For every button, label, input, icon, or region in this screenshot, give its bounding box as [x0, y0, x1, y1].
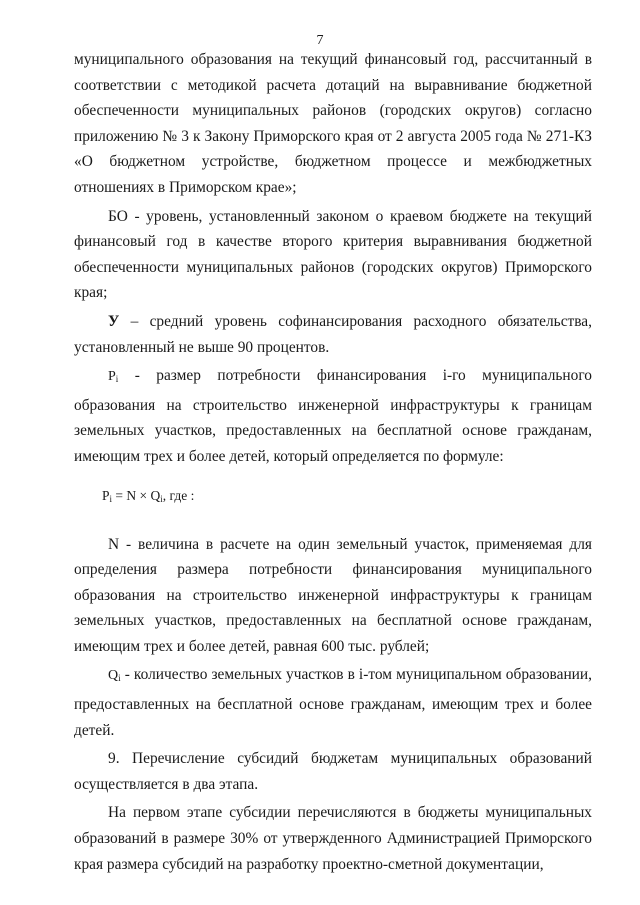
- paragraph-bo-definition: БО - уровень, установленный законом о краевом бюджете на текущий финансовый год в качестве второго критерия выравнивания бюджетной обеспеченности муниципальных районов (городских округов) Приморского края;: [74, 207, 592, 302]
- paragraph-item-9: 9. Перечисление субсидий бюджетам муниципальных образований осуществляется в два этапа.: [74, 750, 592, 793]
- paragraph-first-stage: На первом этапе субсидии перечисляются в бюджеты муниципальных образований в размере 30% от утвержденного Администрацией Приморского края размера субсидий на разработку проектно-сметной документации,: [74, 804, 592, 873]
- page-number: 7: [316, 33, 324, 48]
- paragraph-qi-definition: [74, 662, 592, 743]
- paragraph-n-definition: N - величина в расчете на один земельный участок, применяемая для определения размера потребности финансирования муниципального образования на строительство инженерной инфраструктуры к границам земельных участков, предоставленных на бесплатной основе гражданам, имеющим трех и более детей, равная 600 тыс. рублей;: [74, 535, 592, 655]
- paragraph-pi-definition: [74, 363, 592, 469]
- paragraph-pi-text: - размер потребности финансирования i-го муниципального образования на строительство инженерной инфраструктуры к границам земельных участков, предоставленных на бесплатной основе гражданам, имеющим трех и более детей, который определяется по формуле:: [74, 367, 592, 465]
- paragraph-qi-text: - количество земельных участков в i-том муниципальном образовании, предоставленных на бесплатной основе гражданам, имеющим трех и более детей.: [74, 666, 592, 739]
- paragraph-u-text: – средний уровень софинансирования расходного обязательства, установленный не выше 90 процентов.: [74, 312, 592, 356]
- symbol-u: У: [108, 312, 120, 330]
- symbol-pi: $P_i$: [108, 369, 119, 385]
- document-body: [74, 47, 592, 880]
- paragraph-u-definition: [74, 309, 592, 360]
- formula-pi: $P_i = N \times Q_i$, где :: [102, 487, 195, 504]
- paragraph-dotation-method: муниципального образования на текущий финансовый год, рассчитанный в соответствии с методикой расчета дотаций на выравнивание бюджетной обеспеченности муниципальных районов (городских округов) согласно приложению № 3 к Закону Приморского края от 2 августа 2005 года № 271-КЗ «О бюджетном устройстве, бюджетном процессе и межбюджетных отношениях в Приморском крае»;: [74, 51, 592, 196]
- symbol-qi: $Q_i$: [108, 668, 121, 684]
